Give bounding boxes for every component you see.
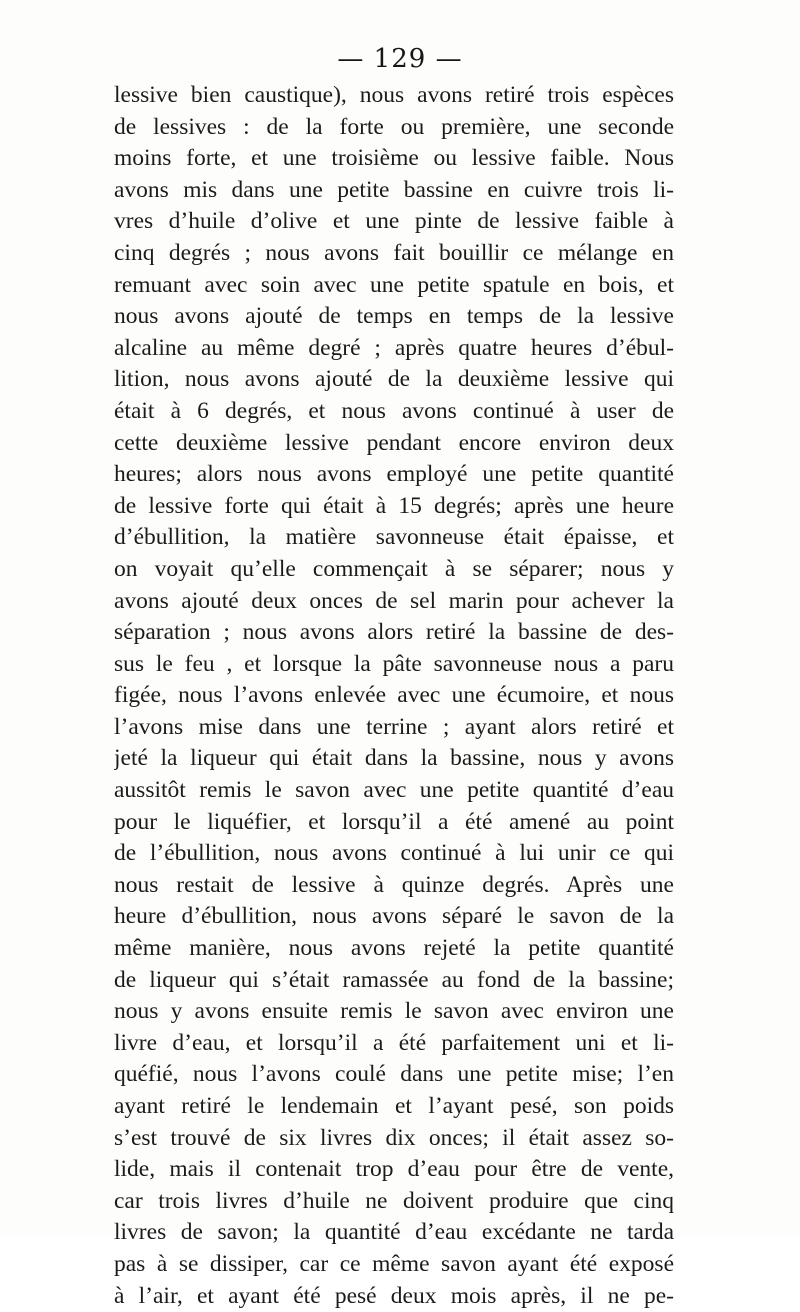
text-line: cette deuxième lessive pendant encore environ deux [114, 429, 674, 456]
text-line: on voyait qu’elle commençait à se séparer; nous y [114, 555, 674, 582]
text-line: figée, nous l’avons enlevée avec une écumoire, et nous [114, 682, 674, 709]
text-line: heure d’ébullition, nous avons séparé le savon de la [114, 903, 674, 930]
text-line: cinq degrés ; nous avons fait bouillir ce mélange en [114, 239, 674, 266]
text-line: lition, nous avons ajouté de la deuxième lessive qui [114, 366, 674, 393]
text-line: remuant avec soin avec une petite spatule en bois, et [114, 271, 674, 298]
text-line: sus le feu , et lorsque la pâte savonneuse nous a paru [114, 650, 674, 677]
text-line: même manière, nous avons rejeté la petite quantité [114, 935, 674, 962]
text-line: de liqueur qui s’était ramassée au fond de la bassine; [114, 966, 674, 993]
body-text [114, 80, 674, 1312]
text-line: séparation ; nous avons alors retiré la bassine de des- [114, 619, 674, 646]
text-line: vres d’huile d’olive et une pinte de lessive faible à [114, 208, 674, 235]
text-line: de l’ébullition, nous avons continué à lui unir ce qui [114, 840, 674, 867]
text-line: livre d’eau, et lorsqu’il a été parfaitement uni et li- [114, 1029, 674, 1056]
text-line: ayant retiré le lendemain et l’ayant pesé, son poids [114, 1093, 674, 1119]
text-line: avons mis dans une petite bassine en cuivre trois li- [114, 176, 674, 203]
text-line: jeté la liqueur qui était dans la bassine, nous y avons [114, 745, 674, 772]
text-line: était à 6 degrés, et nous avons continué à user de [114, 397, 674, 424]
text-line: lide, mais il contenait trop d’eau pour être de vente, [114, 1156, 674, 1183]
text-line: nous avons ajouté de temps en temps de la lessive [114, 303, 674, 330]
text-line: d’ébullition, la matière savonneuse était épaisse, et [114, 524, 674, 551]
text-line: pour le liquéfier, et lorsqu’il a été amené au point [114, 808, 674, 835]
text-line: nous restait de lessive à quinze degrés. Après une [114, 871, 674, 898]
text-line: l’avons mise dans une terrine ; ayant alors retiré et [114, 713, 674, 740]
text-line: pas à se dissiper, car ce même savon ayant été exposé [114, 1250, 674, 1277]
text-line: à l’air, et ayant été pesé deux mois après, il ne pe- [114, 1282, 674, 1309]
text-line: livres de savon; la quantité d’eau excédante ne tarda [114, 1219, 674, 1246]
text-line: s’est trouvé de six livres dix onces; il était assez so- [114, 1124, 674, 1151]
text-line: car trois livres d’huile ne doivent produire que cinq [114, 1187, 674, 1214]
text-line: quéfié, nous l’avons coulé dans une petite mise; l’en [114, 1061, 674, 1088]
page-number: — 129 — [337, 44, 463, 74]
text-line: moins forte, et une troisième ou lessive faible. Nous [114, 145, 674, 172]
text-line: lessive bien caustique), nous avons retiré trois espèces [114, 82, 674, 108]
text-line: nous y avons ensuite remis le savon avec environ une [114, 998, 674, 1025]
text-line: heures; alors nous avons employé une petite quantité [114, 461, 674, 488]
text-line: de lessives : de la forte ou première, une seconde [114, 113, 674, 140]
text-line: aussitôt remis le savon avec une petite quantité d’eau [114, 777, 674, 804]
text-line: alcaline au même degré ; après quatre heures d’ébul- [114, 334, 674, 361]
text-line: avons ajouté deux onces de sel marin pour achever la [114, 587, 674, 614]
text-line: de lessive forte qui était à 15 degrés; après une heure [114, 492, 674, 519]
